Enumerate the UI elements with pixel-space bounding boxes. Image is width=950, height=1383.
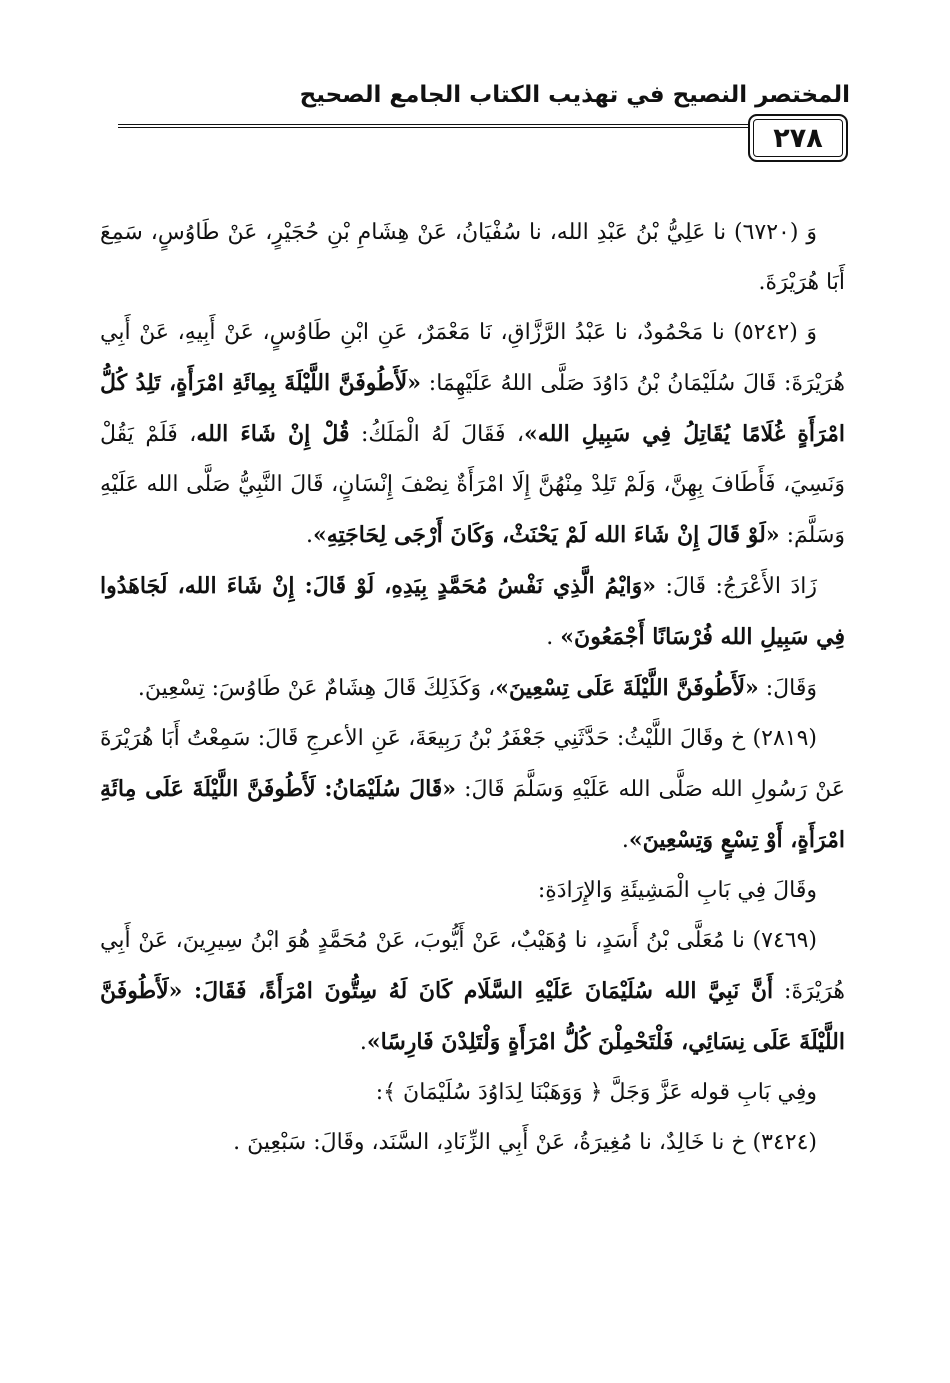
- prophetic-quote: «لَوْ قَالَ إِنْ شَاءَ الله لَمْ يَحْنَثْ، وَكَانَ أَرْجَى لِحَاجَتِهِ»: [312, 522, 780, 548]
- paragraph-text: ، فَقَالَ لَهُ الْمَلَكُ:: [349, 422, 525, 447]
- paragraph-text: (٣٤٢٤) خ نا خَالِدٌ، نا مُغِيرَةُ، عَنْ أَبِي الزِّنَادِ، السَّنَد، وقَالَ: سَبْعِينَ .: [233, 1130, 817, 1155]
- paragraph-text: وَ (٥٢٤٢) نا مَحْمُودٌ، نا عَبْدُ الرَّزَّاقِ، نَا مَعْمَرٌ، عَنِ ابْنِ طَاوُسٍ، عَنْ أَبِيهِ، عَنْ أَبِي هُرَيْرَةَ: قَالَ سُلَيْمَانُ بْنُ دَاوُدَ صَلَّى اللهُ عَلَيْهِمَا:: [100, 320, 845, 396]
- page-body: [100, 208, 845, 1168]
- paragraph-hadith-6720: [100, 208, 845, 308]
- paragraph-text: وَ (٦٧٢٠) نا عَلِيُّ بْنُ عَبْدِ الله، نا سُفْيَانُ، عَنْ هِشَامِ بْنِ حُجَيْرٍ، عَنْ طَاوُسٍ، سَمِعَ أَبَا هُرَيْرَةَ.: [100, 220, 845, 295]
- paragraph-hadith-2819: [100, 714, 845, 866]
- prophetic-quote: «وَايْمُ الَّذِي نَفْسُ مُحَمَّدٍ بِيَدِهِ، لَوْ قَالَ: إِنْ شَاءَ الله، لَجَاهَدُوا فِي سَبِيلِ الله فُرْسَانًا أَجْمَعُونَ»: [100, 573, 845, 650]
- paragraph-text: .: [621, 828, 629, 853]
- running-title: المختصر النصيح في تهذيب الكتاب الجامع الصحيح: [299, 82, 850, 108]
- header-rule: [118, 124, 754, 128]
- paragraph-hadith-3424: [100, 1118, 845, 1168]
- prophetic-quote: «لَأَطُوفَنَّ اللَّيْلَةَ بِمِائَةِ امْرَأَةٍ، تَلِدُ كُلُّ امْرَأَةٍ غُلَامًا يُقَاتِلُ فِي سَبِيلِ الله»: [100, 370, 845, 447]
- paragraph-text: وقَالَ فِي بَابِ الْمَشِيئَةِ وَالإِرَادَةِ:: [537, 878, 817, 903]
- paragraph-text: وَقَالَ:: [758, 676, 817, 701]
- paragraph-text: ، فَلَمْ يَقُلْ وَنَسِيَ، فَأَطَافَ بِهِنَّ، وَلَمْ تَلِدْ مِنْهُنَّ إِلَا امْرَأَةٌ نِصْفَ إِنْسَانٍ، قَالَ النَّبِيُّ صَلَّى الله عَلَيْهِ وَسَلَّمَ:: [100, 422, 845, 548]
- prophetic-quote: «لَأَطُوفَنَّ اللَّيْلَةَ عَلَى تِسْعِينَ»: [495, 675, 759, 701]
- paragraph-text: (٢٨١٩) خ وقَالَ اللَّيْثُ: حَدَّثَنِي جَعْفَرُ بْنُ رَبِيعَةَ، عَنِ الأعرجِ قَالَ: سَمِعْتُ أَبَا هُرَيْرَةَ عَنْ رَسُولِ الله صَلَّى الله عَلَيْهِ وَسَلَّمَ قَالَ:: [100, 726, 845, 802]
- prophetic-quote: أَنَّ نَبِيَّ الله سُلَيْمَانَ عَلَيْهِ السَّلَام كَانَ لَهُ سِتُّونَ امْرَأَةً، فَقَالَ: «لَأَطُوفَنَّ اللَّيْلَةَ عَلَى نِسَائِي، فَلْتَحْمِلْنَ كُلُّ امْرَأَةٍ وَلْتَلِدْنَ فَارِسًا»: [100, 978, 845, 1055]
- page-number-box: [748, 114, 848, 162]
- paragraph-chapter-mashia: [100, 866, 845, 916]
- paragraph-text: ، وَكَذَلِكَ قَالَ هِشَامٌ عَنْ طَاوُسَ: تِسْعِينَ.: [137, 676, 496, 701]
- paragraph-text: زَادَ الأَعْرَجُ: قَالَ:: [656, 574, 818, 599]
- paragraph-text: .: [546, 625, 561, 650]
- prophetic-quote: قُلْ إِنْ شَاءَ الله: [196, 421, 350, 447]
- paragraph-text: .: [305, 523, 313, 548]
- prophetic-quote: «قَالَ سُلَيْمَانُ: لَأَطُوفَنَّ اللَّيْلَةَ عَلَى مِائَةِ امْرَأَةٍ، أَوْ تِسْعٍ وَتِسْعِينَ»: [100, 776, 845, 853]
- paragraph-hadith-5242: [100, 308, 845, 561]
- page-number: ٢٧٨: [773, 122, 823, 154]
- paragraph-chapter-wahabna: [100, 1068, 845, 1118]
- page-header: [118, 74, 850, 174]
- paragraph-text: وفِي بَابِ قوله عَزَّ وَجَلَّ ﴿ وَوَهَبْنَا لِدَاوُدَ سُلَيْمَانَ ﴾:: [375, 1080, 817, 1105]
- paragraph-text: (٧٤٦٩) نا مُعَلَّى بْنُ أَسَدٍ، نا وُهَيْبٌ، عَنْ أَيُّوبَ، عَنْ مُحَمَّدٍ هُوَ ابْنُ سِيرِينَ، عَنْ أَبِي هُرَيْرَةَ:: [100, 928, 845, 1004]
- paragraph-hadith-7469: [100, 916, 845, 1068]
- paragraph-ninety: [100, 663, 845, 714]
- paragraph-al-araj: [100, 561, 845, 663]
- paragraph-text: .: [359, 1030, 367, 1055]
